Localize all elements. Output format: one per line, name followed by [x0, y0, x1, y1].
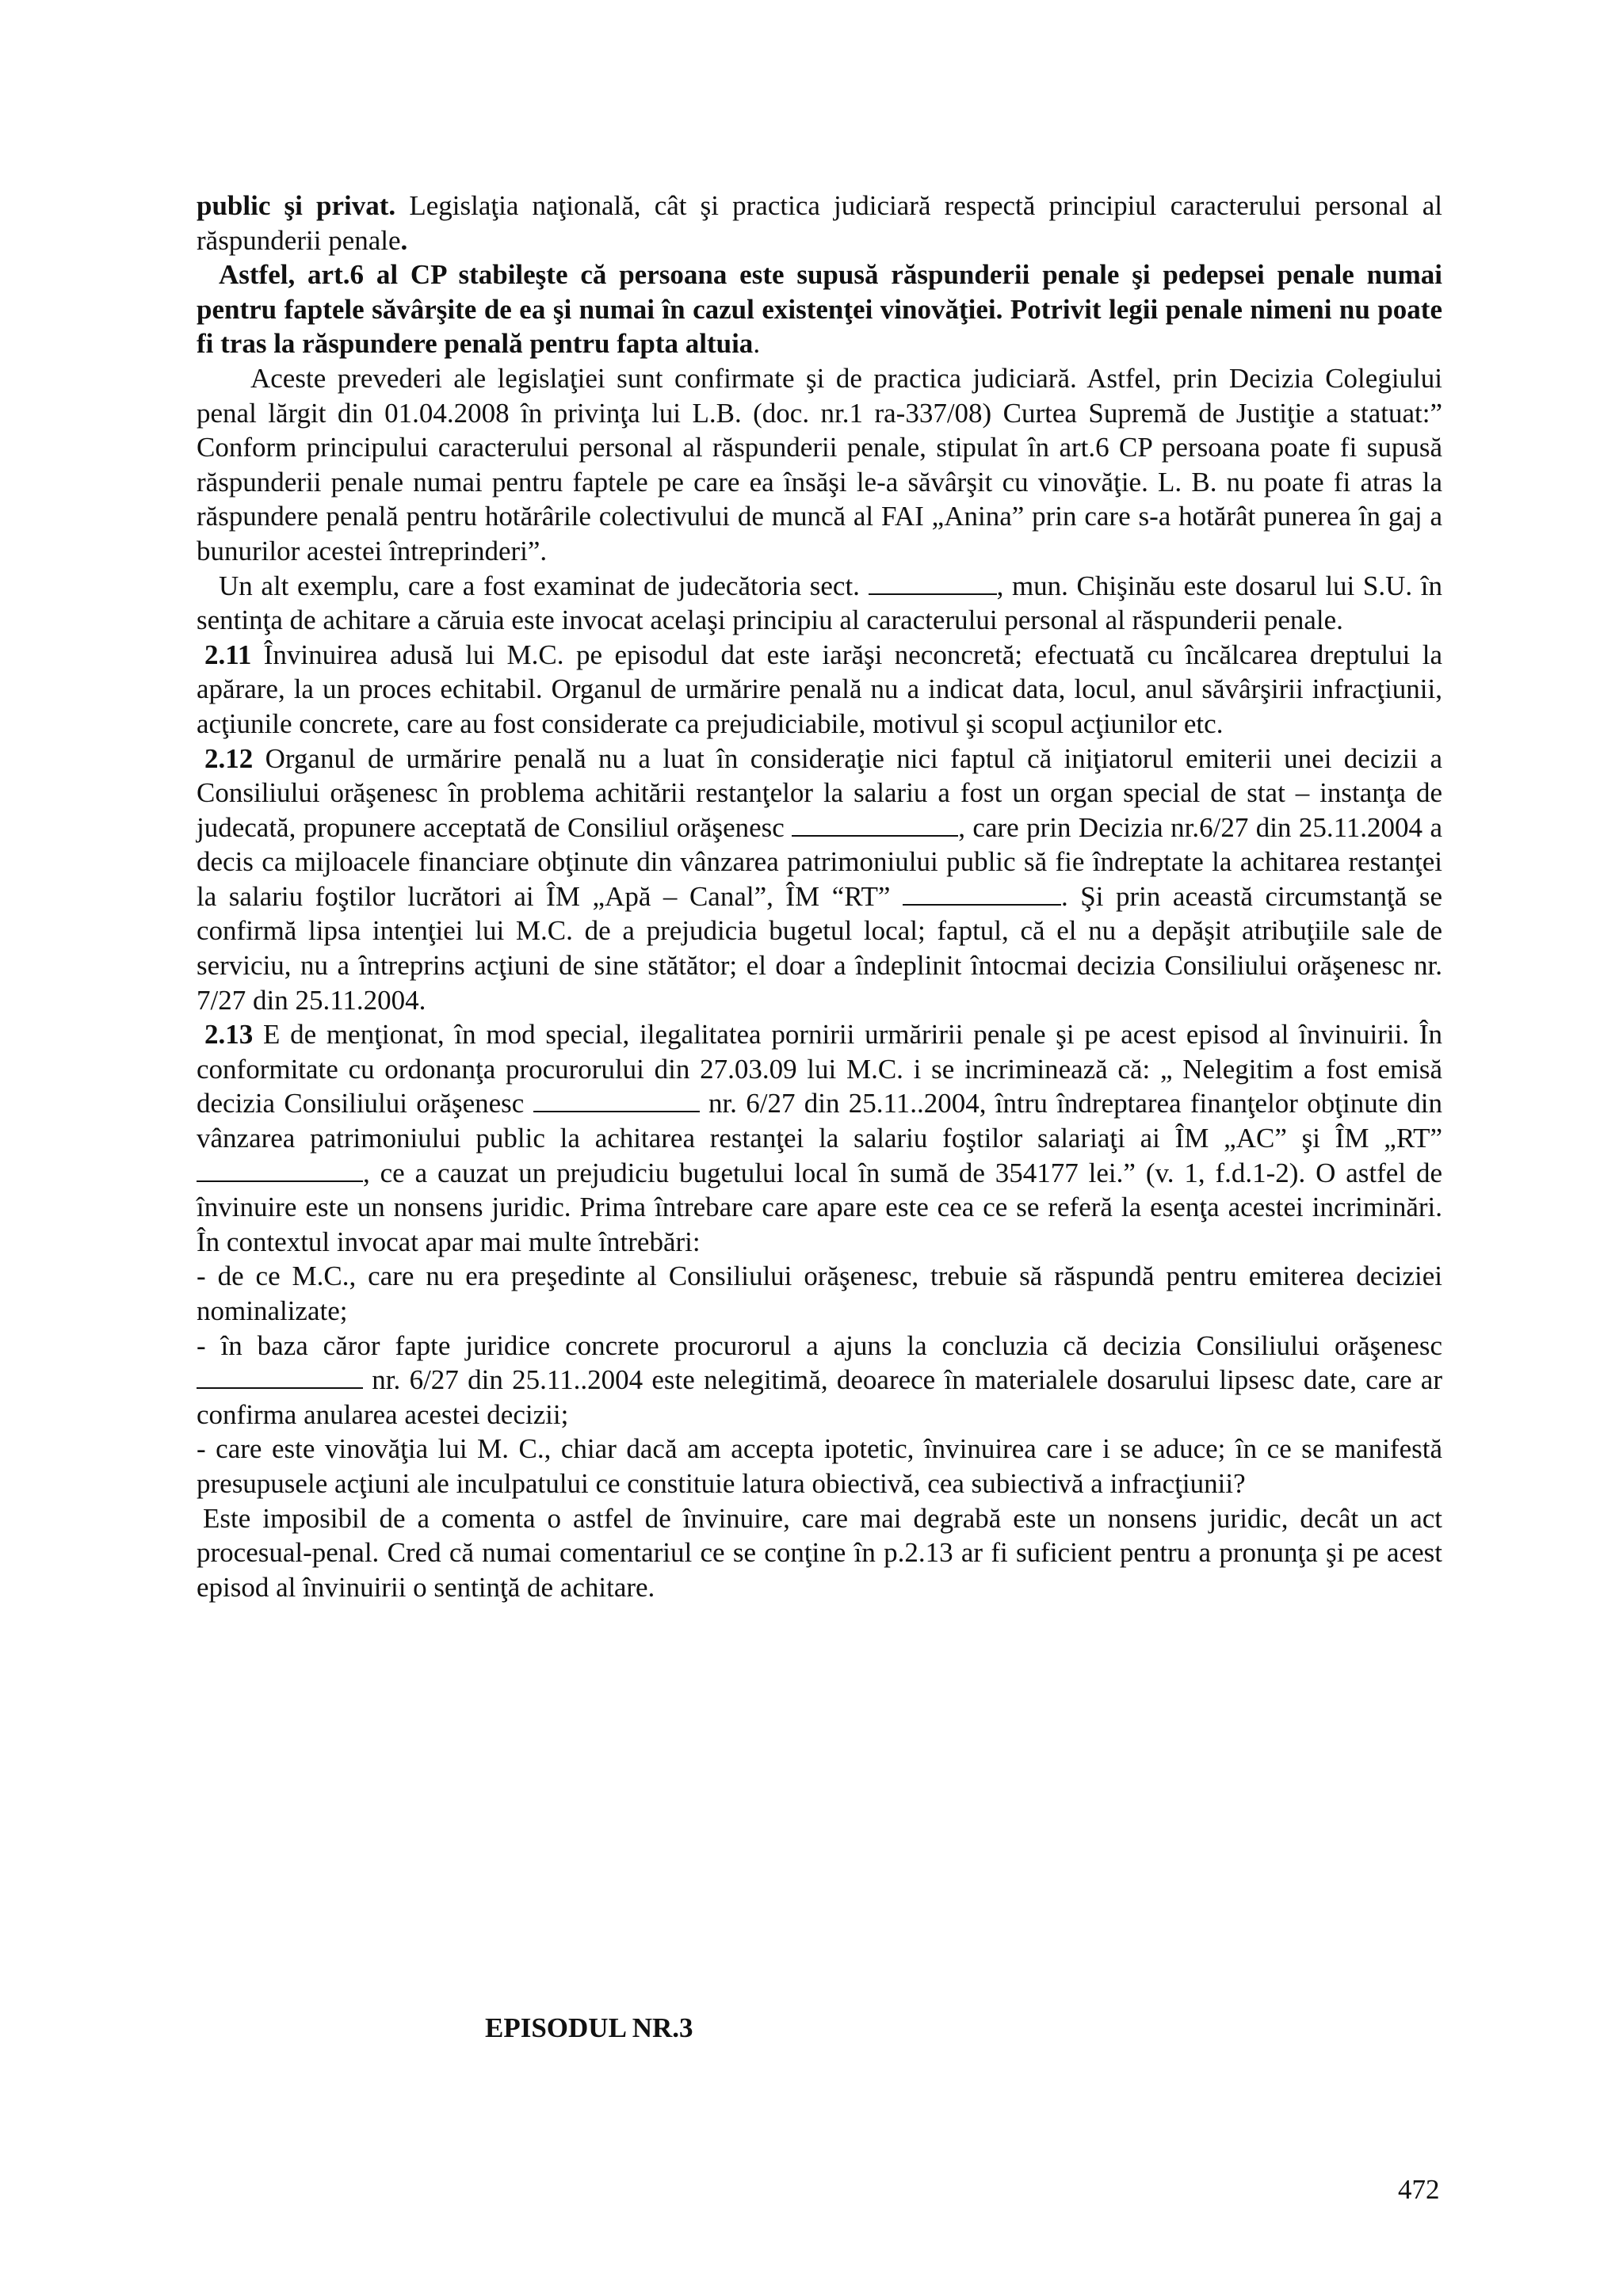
question-2	[197, 1329, 1442, 1432]
document-body	[197, 189, 1442, 1604]
section-number: 2.13	[204, 1019, 254, 1051]
paragraph-2-12	[197, 742, 1442, 1018]
paragraph-text-a: Un alt exemplu, care a fost examinat de judecătoria sect.	[219, 570, 869, 601]
paragraph-text-b: , mun. Chişinău este dosarul lui S.U. în sentinţa de achitare a căruia este invocat acelaşi principiu al caracterului personal al răspunderii penale.	[197, 570, 1442, 636]
question-3	[197, 1432, 1442, 1501]
redacted-blank	[903, 880, 1061, 906]
paragraph-text: Legislaţia naţională, cât şi practica judiciară respectă principiul caracterului personal al răspunderii penale	[197, 190, 1442, 256]
redacted-blank	[197, 1363, 363, 1389]
paragraph-3	[197, 361, 1442, 569]
bold-statement: Astfel, art.6 al CP stabileşte că persoana este supusă răspunderii penale şi pedepsei penale numai pentru faptele săvârşite de ea şi numai în cazul existenţei vinovăţiei. Potrivit legii penale nimeni nu poate fi tras la răspundere penală pentru fapta altuia	[197, 259, 1442, 360]
question-1	[197, 1259, 1442, 1328]
paragraph-text-a: E de menţionat, în mod special, ilegalitatea pornirii urmăririi penale şi pe acest episod al învinuirii. În conformitate cu ordonanţa procurorului din 27.03.09 lui M.C. i se incriminează că: „ Nelegitim a fost emisă decizia Consiliului orăşenesc	[197, 1019, 1442, 1119]
paragraph-text-a: - în baza căror fapte juridice concrete procurorul a ajuns la concluzia că decizia Consiliului orăşenesc	[197, 1329, 1442, 1361]
paragraph-1	[197, 189, 1442, 257]
paragraph-text-c: , ce a cauzat un prejudiciu bugetului local în sumă de 354177 lei.” (v. 1, f.d.1-2). O astfel de învinuire este un nonsens juridic. Prima întrebare care apare este cea ce se referă la esenţa acestei incriminări. În contextul invocat apar mai multe întrebări:	[197, 1157, 1442, 1257]
paragraph-end: .	[753, 328, 761, 360]
paragraph-2-13	[197, 1017, 1442, 1259]
page-number: 472	[1398, 2174, 1440, 2205]
paragraph-text: - care este vinovăţia lui M. C., chiar dacă am accepta ipotetic, învinuirea care i se aduce; în ce se manifestă presupusele acţiuni ale inculpatului ce constituie latura obiectivă, cea subiectivă a infracţiunii?	[197, 1433, 1442, 1499]
section-number: 2.11	[204, 639, 252, 670]
paragraph-text: Este imposibil de a comenta o astfel de învinuire, care mai degrabă este un nonsens juridic, decât un act procesual-penal. Cred că numai comentariul ce se conţine în p.2.13 ar fi suficient pentru a pronunţa şi pe acest episod al învinuirii o sentinţă de achitare.	[197, 1502, 1442, 1603]
paragraph-text-a: Organul de urmărire penală nu a luat în consideraţie nici faptul că iniţiatorul emiterii unei decizii a Consiliului orăşenesc în problema achitării restanţelor la salariu a fost un organ special de stat – instanţa de judecată, propunere acceptată de Consiliul orăşenesc	[197, 742, 1442, 843]
redacted-blank	[197, 1157, 363, 1182]
paragraph-2	[197, 257, 1442, 361]
section-heading: EPISODUL NR.3	[485, 2012, 693, 2043]
paragraph-2-11	[197, 638, 1442, 742]
paragraph-text: - de ce M.C., care nu era preşedinte al Consiliului orăşenesc, trebuie să răspundă pentru emiterea deciziei nominalizate;	[197, 1261, 1442, 1326]
paragraph-text: Învinuirea adusă lui M.C. pe episodul dat este iarăşi neconcretă; efectuată cu încălcarea dreptului la apărare, la un proces echitabil. Organul de urmărire penală nu a indicat data, locul, anul săvârşirii infracţiunii, acţiunile concrete, care au fost considerate ca prejudiciabile, motivul şi scopul acţiunilor etc.	[197, 639, 1442, 739]
paragraph-text-b: , care prin Decizia nr.6/27 din 25.11.2004 a decis ca mijloacele financiare obţinute din vânzarea patrimoniului public să fie îndreptate la achitarea restanţei la salariu foştilor lucrători ai ÎM „Apă – Canal”, ÎM “RT”	[197, 811, 1442, 912]
paragraph-conclusion	[197, 1501, 1442, 1605]
bold-lead: public şi privat.	[197, 190, 396, 221]
paragraph-text-b: nr. 6/27 din 25.11..2004, întru îndreptarea finanţelor obţinute din vânzarea patrimoniului public la achitarea restanţei la salariu foştilor salariaţi ai ÎM „AC” şi ÎM „RT”	[197, 1088, 1443, 1154]
redacted-blank	[869, 570, 997, 595]
redacted-blank	[792, 811, 958, 837]
redacted-blank	[533, 1087, 700, 1112]
bold-end: .	[400, 224, 408, 256]
paragraph-text: Aceste prevederi ale legislaţiei sunt confirmate şi de practica judiciară. Astfel, prin Decizia Colegiului penal lărgit din 01.04.2008 în privinţa lui L.B. (doc. nr.1 ra-337/08) Curtea Supremă de Justiţie a statuat:” Conform principului caracterului personal al răspunderii penale, stipulat în art.6 CP persoana poate fi supusă răspunderii penale numai pentru faptele pe care ea însăşi le-a săvârşit cu vinovăţie. L. B. nu poate fi atras la răspundere penală pentru hotărârile colectivului de muncă al FAI „Anina” prin care s-a hotărât punerea în gaj a bunurilor acestei întreprinderi”.	[197, 362, 1442, 566]
paragraph-text-c: . Şi prin această circumstanţă se confirmă lipsa intenţiei lui M.C. de a prejudicia bugetul local; faptul, că el nu a depăşit atribuţiile sale de serviciu, nu a întreprins acţiuni de sine stătător; el doar a îndeplinit întocmai decizia Consiliului orăşenesc nr. 7/27 din 25.11.2004.	[197, 880, 1442, 1016]
paragraph-4	[197, 569, 1442, 638]
paragraph-text-b: nr. 6/27 din 25.11..2004 este nelegitimă, deoarece în materialele dosarului lipsesc date, care ar confirma anularea acestei decizii;	[197, 1364, 1442, 1430]
section-number: 2.12	[204, 742, 254, 774]
